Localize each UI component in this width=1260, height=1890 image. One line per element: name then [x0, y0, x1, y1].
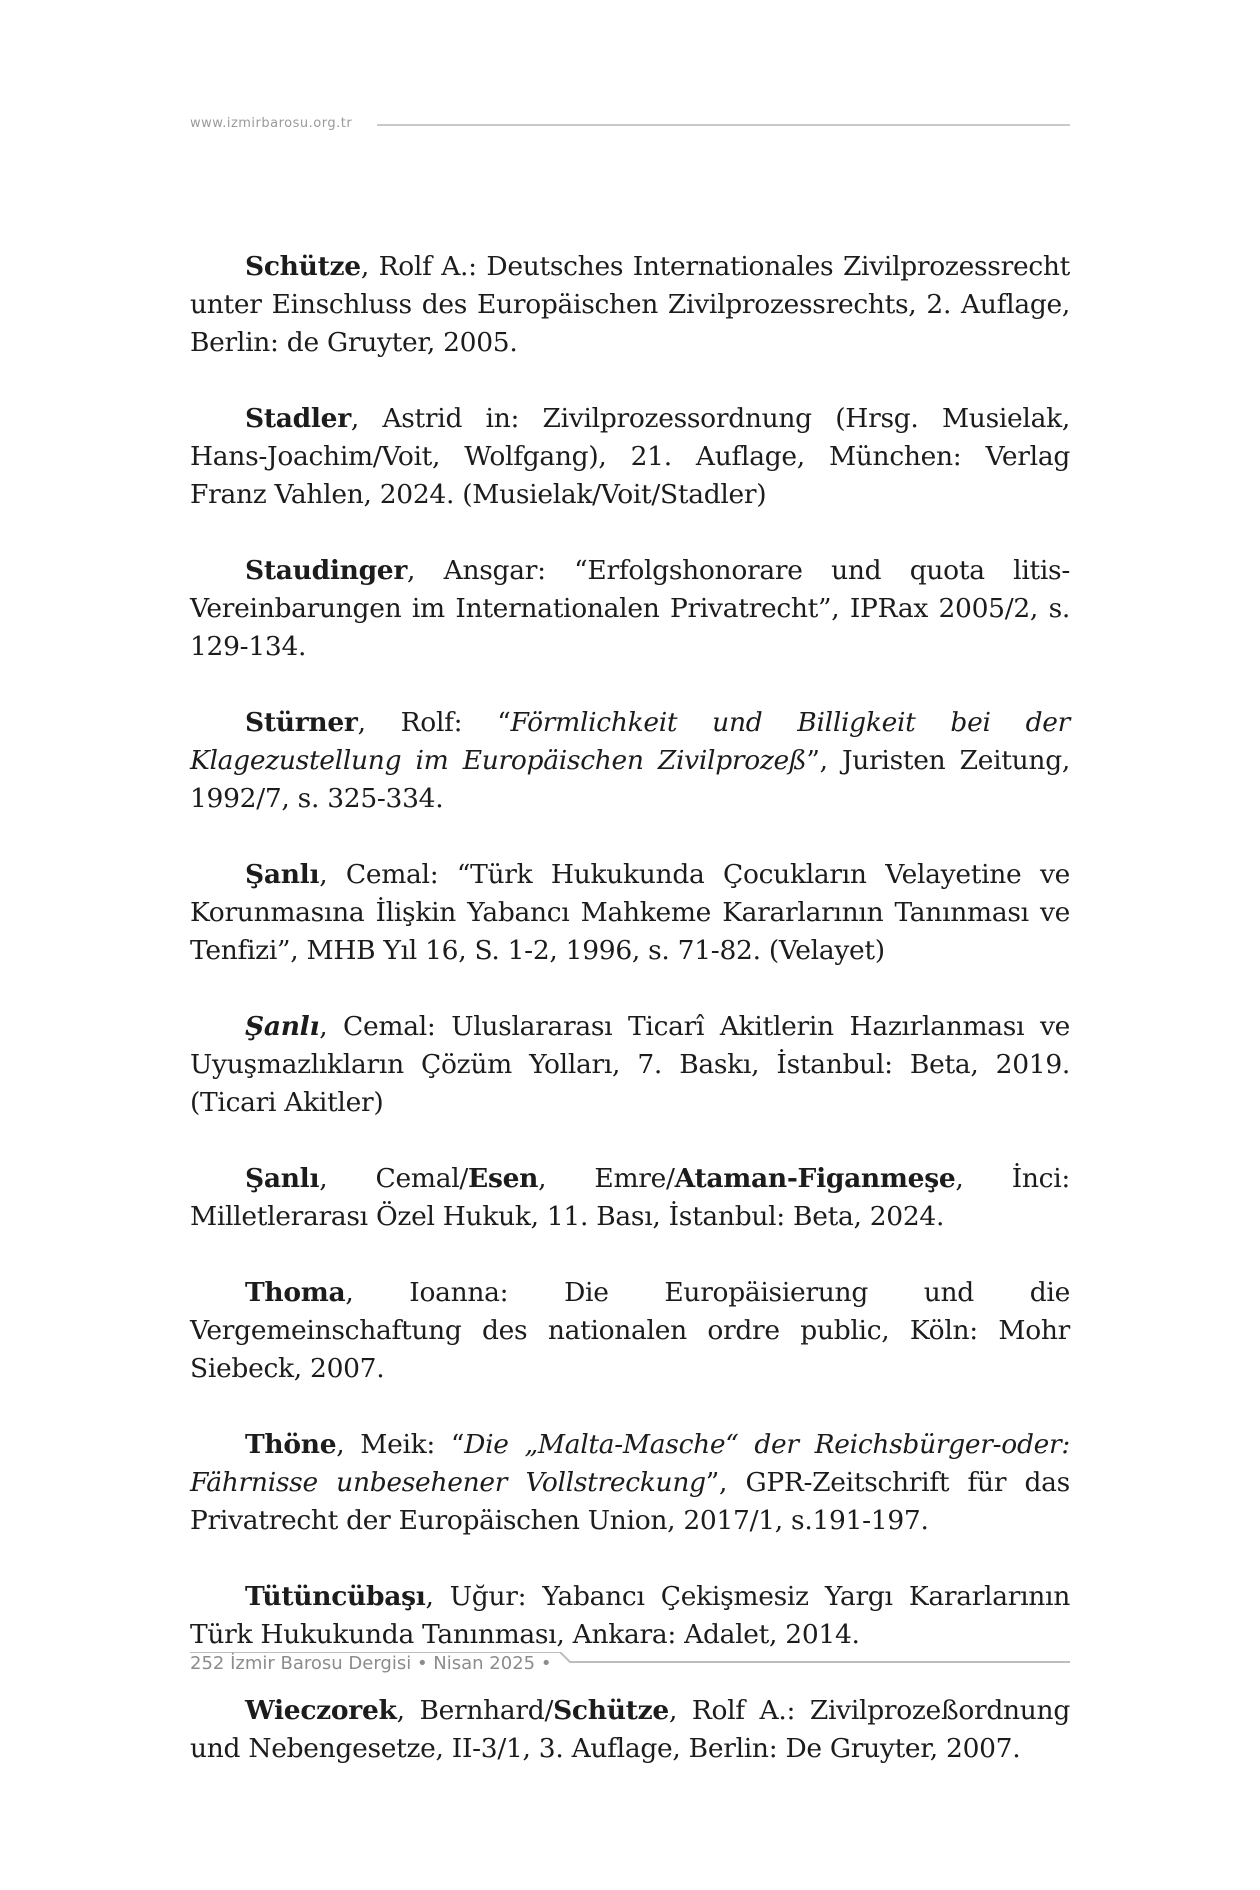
entry-text: , Meik: “ — [336, 1429, 465, 1460]
author-name: Stürner — [245, 707, 358, 738]
author-name: Schütze — [245, 251, 361, 282]
bibliography-entry — [190, 400, 1070, 514]
entry-text: , Rolf A.: Deutsches Internationales Zivilprozessrecht unter Einschluss des Europäischen Zivilprozessrechts, 2. Auflage, Berlin: de Gruyter, 2005. — [190, 251, 1070, 358]
author-name: Tütüncübaşı — [245, 1581, 426, 1612]
author-name: Şanlı — [245, 1011, 320, 1042]
author-name: Şanlı — [245, 859, 320, 890]
author-name: Stadler — [245, 403, 351, 434]
bibliography-entry — [190, 1160, 1070, 1236]
bibliography-entry — [190, 1578, 1070, 1654]
author-name: Staudinger — [245, 555, 408, 586]
bibliography-entry — [190, 1274, 1070, 1388]
author-name: Şanlı — [245, 1163, 320, 1194]
work-title: Die „Malta-Masche“ der Reichsbürger-oder: Fährnisse unbesehener Vollstreckung — [190, 1429, 1070, 1498]
page-header — [190, 110, 1070, 140]
entry-text: , Cemal/ — [319, 1163, 469, 1194]
bibliography-list — [190, 248, 1070, 1806]
page-footer — [190, 1652, 1070, 1682]
bibliography-entry — [190, 1692, 1070, 1768]
author-name: Ataman-Figanmeşe — [674, 1163, 956, 1194]
author-name: Schütze — [553, 1695, 669, 1726]
entry-text: , Ansgar: “Erfolgshonorare und quota litis-Vereinbarungen im Internationalen Privatrecht”, IPRax 2005/2, s. 129-134. — [190, 555, 1070, 662]
entry-text: ”, GPR-Zeitschrift für das Privatrecht der Europäischen Union, 2017/1, s.191-197. — [190, 1467, 1070, 1536]
entry-text: , Bernhard/ — [396, 1695, 554, 1726]
footer-text: 252 İzmir Barosu Dergisi • Nisan 2025 • — [190, 1653, 552, 1674]
bibliography-entry — [190, 552, 1070, 666]
author-name: Wieczorek — [245, 1695, 397, 1726]
entry-text: , Astrid in: Zivilprozessordnung (Hrsg. Musielak, Hans-Joachim/Voit, Wolfgang), 21. Auflage, München: Verlag Franz Vahlen, 2024. (Musielak/Voit/Stadler) — [190, 403, 1070, 510]
entry-text: , Rolf A.: Zivilprozeßordnung und Nebengesetze, II-3/1, 3. Auflage, Berlin: De Gruyter, 2007. — [190, 1695, 1070, 1764]
entry-text: , Ioanna: Die Europäisierung und die Vergemeinschaftung des nationalen ordre public, Köln: Mohr Siebeck, 2007. — [190, 1277, 1070, 1384]
entry-text: , İnci: Milletlerarası Özel Hukuk, 11. Bası, İstanbul: Beta, 2024. — [190, 1163, 1070, 1232]
work-title: Förmlichkeit und Billigkeit bei der Klagezustellung im Europäischen Zivilprozeß — [190, 707, 1070, 776]
author-name: Esen — [468, 1163, 539, 1194]
header-url: www.izmirbarosu.org.tr — [190, 116, 353, 131]
header-divider — [377, 124, 1070, 126]
entry-text: , Cemal: “Türk Hukukunda Çocukların Velayetine ve Korunmasına İlişkin Yabancı Mahkeme Kararlarının Tanınması ve Tenfizi”, MHB Yıl 16, S. 1-2, 1996, s. 71-82. (Velayet) — [190, 859, 1070, 966]
bibliography-entry — [190, 1426, 1070, 1540]
bibliography-entry — [190, 856, 1070, 970]
author-name: Thöne — [245, 1429, 337, 1460]
entry-text: , Cemal: Uluslararası Ticarî Akitlerin Hazırlanması ve Uyuşmazlıkların Çözüm Yolları, 7. Baskı, İstanbul: Beta, 2019. (Ticari Akitler) — [190, 1011, 1070, 1118]
bibliography-entry — [190, 704, 1070, 818]
bibliography-entry — [190, 248, 1070, 362]
entry-text: , Uğur: Yabancı Çekişmesiz Yargı Kararlarının Türk Hukukunda Tanınması, Ankara: Adalet, 2014. — [190, 1581, 1070, 1650]
bibliography-entry — [190, 1008, 1070, 1122]
entry-text: , Emre/ — [538, 1163, 675, 1194]
author-name: Thoma — [245, 1277, 346, 1308]
entry-text: ”, Juristen Zeitung, 1992/7, s. 325-334. — [190, 745, 1070, 814]
entry-text: , Rolf: “ — [357, 707, 511, 738]
